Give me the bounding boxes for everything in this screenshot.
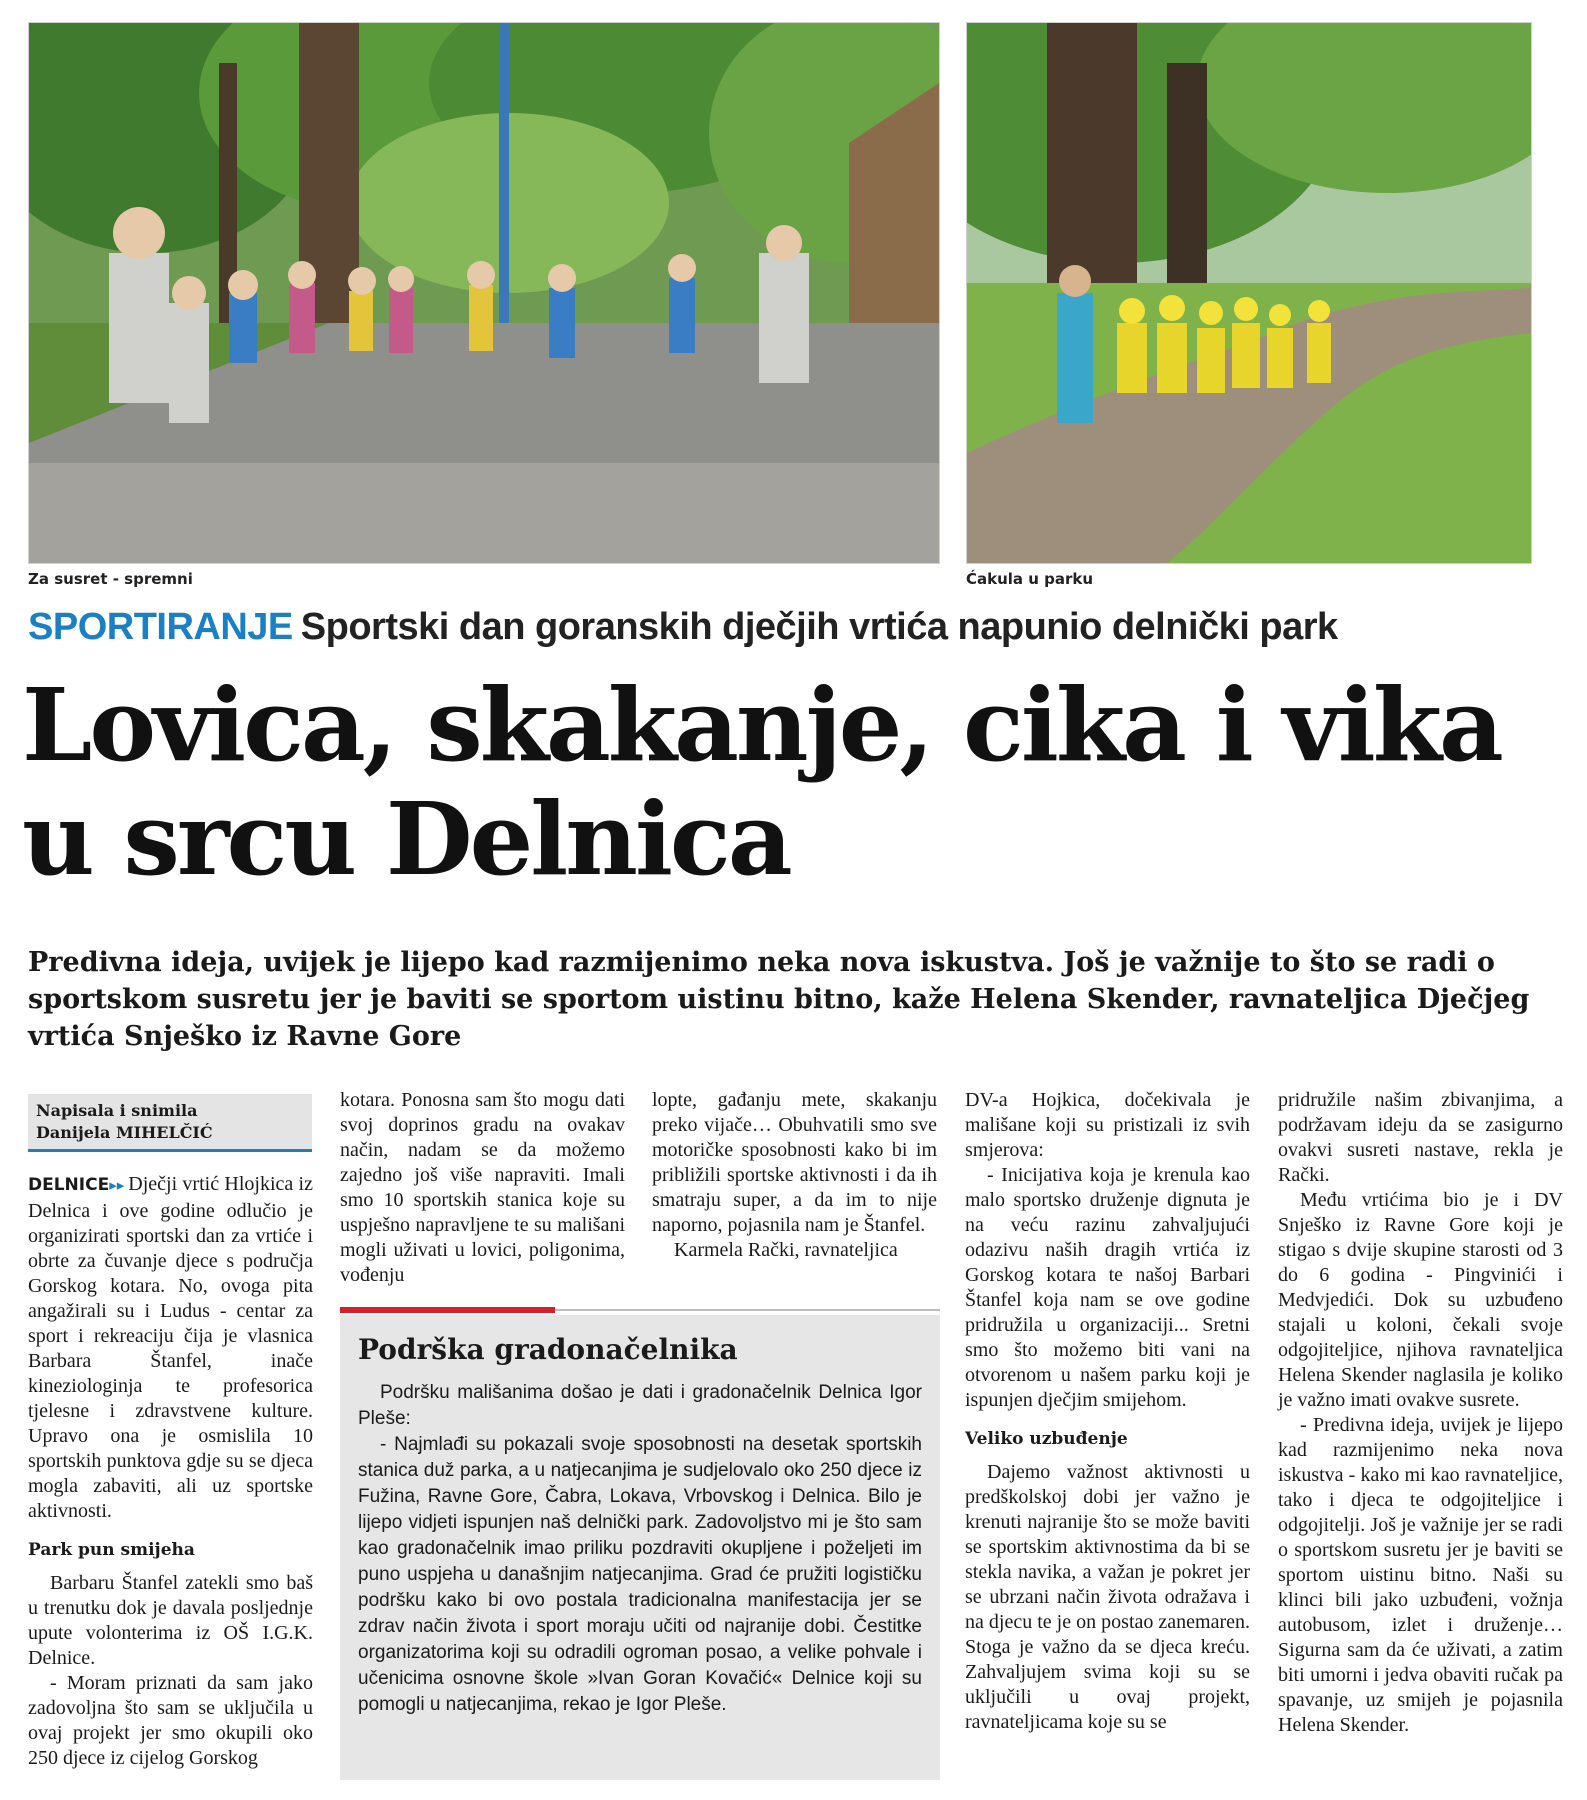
photo-children-in-park: [966, 22, 1532, 564]
sidebar-paragraph: Podršku mališanima došao je dati i gradonačelnik Delnica Igor Pleše:: [358, 1382, 922, 1429]
photo-park-group-image: [29, 23, 939, 563]
subheading-park-pun-smijeha: Park pun smijeha: [28, 1540, 195, 1560]
article-column-2: [340, 1088, 625, 1288]
byline: [28, 1094, 312, 1152]
article-column-4: [965, 1088, 1250, 1735]
body-paragraph: - Predivna ideja, uvijek je lijepo kad razmijenimo neka nova iskustva - kako mi kao ravnateljice, tako i djeca te odgojiteljice i odgojitelji. Još je važnije jer se radi o sportskom susretu jer je baviti se sportom uistinu bitno. Naši su klinci bili jako uzbuđeni, vožnja autobusom, izlet i druženje… Sigurna sam da će uživati, a zatim biti umorni i jedva obaviti ručak pa spavanje, uz smijeh je pojasnila Helena Skender.: [1278, 1414, 1563, 1736]
body-paragraph: Barbaru Štanfel zatekli smo baš u trenutku dok je davala posljednje upute volonterima iz OŠ I.G.K. Delnice.: [28, 1572, 313, 1669]
article-deck: Predivna ideja, uvijek je lijepo kad razmijenimo neka nova iskustva. Još je važnije to što se radi o sportskom susretu jer je baviti se sportom uistinu bitno, kaže Helena Skender, ravnateljica Dječjeg vrtića Snješko iz Ravne Gore: [28, 947, 1530, 1052]
sidebar-accent-bar: [340, 1307, 555, 1313]
byline-credit: Napisala i snimila: [36, 1101, 198, 1120]
photo-children-lined-up: [28, 22, 940, 564]
article-column-5: [1278, 1088, 1563, 1738]
kicker-subtitle: Sportski dan goranskih dječjih vrtića napunio delnički park: [300, 606, 1338, 648]
dateline: DELNICE: [28, 1175, 110, 1195]
article-column-3: [652, 1088, 937, 1263]
sidebar-paragraph: - Najmlađi su pokazali svoje sposobnosti na desetak sportskih stanica duž parka, a u natjecanjima je sudjelovalo oko 250 djece iz Fužina, Ravne Gore, Čabra, Lokava, Vrbovskog i Delnica. Bilo je lijepo vidjeti ispunjen naš delnički park. Zadovoljstvo mi je što sam kao gradonačelnik imao priliku pozdraviti okupljene i poželjeti im puno uspjeha u današnjim natjecanjima. Grad će pružiti logističku podršku kako bi ovo postala tradicionalna manifestacija jer se zdrav način života i sport moraju učiti od najranije dobi. Čestitke organizatorima koji su odradili ogroman posao, a velike pohvale i učenicima osnovne škole »Ivan Goran Kovačić« Delnice koji su pomogli u natjecanjima, rekao je Igor Pleše.: [358, 1434, 922, 1715]
body-paragraph: pridružile našim zbivanjima, a podržavam ideju da se zasigurno ovakvi susreti nastave, rekla je Rački.: [1278, 1089, 1563, 1186]
photo-park-path-image: [967, 23, 1531, 563]
body-paragraph: kotara. Ponosna sam što mogu dati svoj doprinos gradu na ovakav način, nadam se da možemo zajedno još više napraviti. Imali smo 10 sportskih stanica koje su uspješno napravljene te su mališani mogli uživati u lovici, poligonima, vođenju: [340, 1089, 625, 1286]
body-paragraph: Dajemo važnost aktivnosti u predškolskoj dobi jer važno je krenuti najranije što se može baviti se sportskim aktivnostima da bi se stekla navika, a važan je pokret jer se ubrzani način života odražava i na djecu te je on postao zanemaren. Stoga je važno da se djeca kreću. Zahvaljujem svima koji su se uključili u ovaj projekt, ravnateljicama koje su se: [965, 1461, 1250, 1733]
article-column-1: [28, 1172, 313, 1771]
sidebar-rule: [555, 1309, 940, 1311]
body-paragraph: DV-a Hojkica, dočekivala je mališane koji su pristizali iz svih smjerova:: [965, 1089, 1250, 1161]
body-paragraph: - Inicijativa koja je krenula kao malo sportsko druženje dignuta je na veću razinu zahvaljujući odazivu naših dragih vrtića iz Gorskog kotara te našoj Barbari Štanfel koja nam se ove godine pridružila u organizaciji... Sretni smo što možemo biti vani na otvorenom u našem parku koji je ispunjen dječjim smijehom.: [965, 1164, 1250, 1411]
photo-caption-right: Ćakula u parku: [966, 570, 1094, 588]
body-paragraph: - Moram priznati da sam jako zadovoljna što sam se uključila u ovaj projekt jer smo okupili oko 250 djece iz cijelog Gorskog: [28, 1672, 313, 1769]
kicker-line: [28, 606, 1338, 649]
byline-author: Danijela MIHELČIĆ: [36, 1123, 213, 1142]
dateline-arrow-icon: ▸▸: [109, 1178, 125, 1194]
subheading-veliko-uzbudjenje: Veliko uzbuđenje: [965, 1429, 1128, 1449]
body-paragraph: Među vrtićima bio je i DV Snješko iz Ravne Gore koji je stigao s dvije skupine starosti od 3 do 6 godina - Pingvinići i Medvjedići. Dok su uzbuđeno stajali u koloni, čekali svoje odgojiteljice, njihova ravnateljica Helena Skender naglasila je koliko je važno imati ovakve susrete.: [1278, 1189, 1563, 1411]
sidebar-title: Podrška gradonačelnika: [358, 1333, 738, 1366]
body-paragraph: lopte, gađanju mete, skakanju preko vijače… Obuhvatili smo sve motoričke sposobnosti kako bi im približili sportske aktivnosti i da ih smatraju super, a da im to nije naporno, pojasnila nam je Štanfel.: [652, 1089, 937, 1236]
photo-caption-left: Za susret - spremni: [28, 570, 193, 588]
sidebar-box-mayor-support: [340, 1315, 940, 1780]
section-kicker: SPORTIRANJE: [28, 606, 293, 648]
body-paragraph: Karmela Rački, ravnateljica: [674, 1239, 898, 1261]
article-headline: Lovica, skakanje, cika i vika u srcu Delnica: [22, 666, 1501, 898]
body-paragraph: Dječji vrtić Hlojkica iz Delnica i ove godine odlučio je organizirati sportski dan za vrtiće i obrte za čuvanje djece s područja Gorskog kotara. No, ovoga pita angažirali su i Ludus - centar za sport i rekreaciju čija je vlasnica Barbara Štanfel, inače kineziologinja te profesorica tjelesne i zdravstvene kulture. Upravo ona je osmislila 10 sportskih punktova gdje su se djeca mogla zabaviti, ali uz sportske aktivnosti.: [28, 1173, 313, 1522]
